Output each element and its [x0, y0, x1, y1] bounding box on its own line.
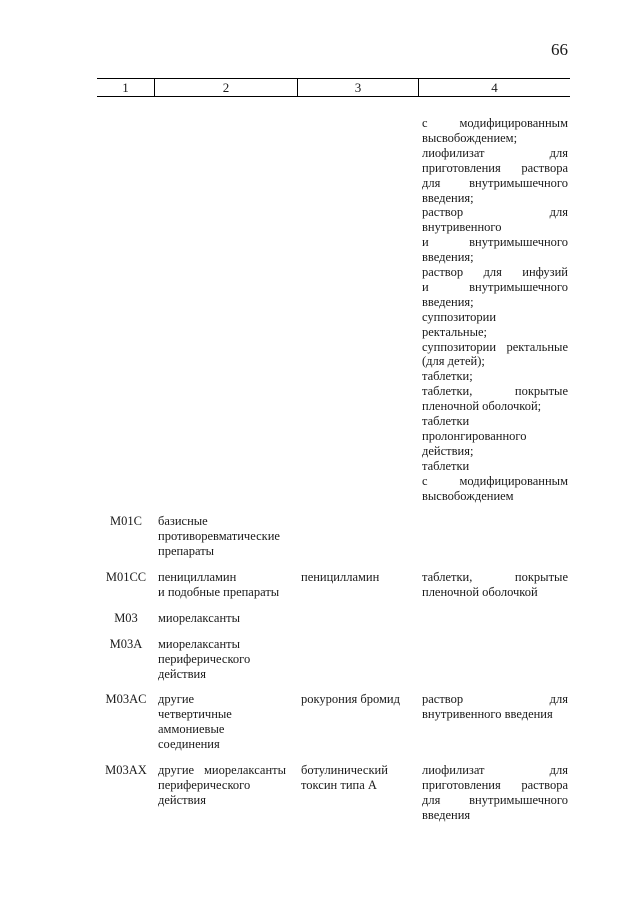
word: ректальные	[506, 339, 568, 354]
dosage-form-line	[422, 570, 568, 585]
anatomical-group-line: соединения	[158, 736, 220, 751]
word: инфузий	[522, 265, 568, 279]
anatomical-group-line: действия	[158, 792, 206, 807]
dosage-form-line	[422, 146, 568, 161]
word: раствор	[422, 205, 464, 220]
dosage-form-line	[422, 161, 568, 176]
dosage-form-line: введения;	[422, 250, 474, 265]
dosage-form-line	[422, 340, 568, 355]
header-col-4: 4	[418, 79, 570, 96]
word: приготовления	[422, 160, 501, 175]
word: и	[422, 279, 429, 294]
word: для	[549, 145, 568, 160]
atc-code: M03	[114, 611, 138, 625]
word: другие	[158, 763, 195, 777]
word: лиофилизат	[422, 145, 485, 160]
word: для	[549, 763, 568, 777]
header-col-2: 2	[154, 79, 297, 96]
dosage-form-line	[422, 280, 568, 295]
word: раствора	[521, 160, 568, 175]
dosage-form-line: ректальные;	[422, 324, 488, 339]
word: с	[422, 116, 428, 130]
anatomical-group-line: четвертичные	[158, 706, 232, 721]
word: раствор	[422, 692, 464, 706]
header-col-1: 1	[122, 80, 129, 95]
dosage-form-line	[422, 692, 568, 707]
dosage-form-line: таблетки;	[422, 369, 473, 384]
atc-code: M01CC	[105, 570, 147, 584]
word: для	[483, 265, 502, 279]
dosage-form-line	[422, 763, 568, 778]
dosage-form-line: суппозитории	[422, 309, 497, 324]
word: внутримышечного	[469, 792, 568, 807]
dosage-form-line	[422, 205, 568, 220]
word: суппозитории	[422, 339, 497, 354]
dosage-form-line	[422, 116, 568, 131]
dosage-form-line: действия;	[422, 443, 474, 458]
word: для	[549, 205, 568, 220]
anatomical-group-line: базисные	[158, 514, 208, 528]
dosage-form-line: пролонгированного	[422, 428, 527, 443]
word: и	[422, 235, 429, 250]
dosage-form-line: таблетки	[422, 458, 470, 473]
dosage-form-line: высвобождением;	[422, 130, 518, 145]
word: внутримышечного	[469, 279, 568, 294]
word: миорелаксанты	[204, 763, 286, 777]
word: для	[549, 692, 568, 706]
dosage-form-line: пленочной оболочкой	[422, 584, 538, 599]
word: таблетки,	[422, 384, 473, 399]
anatomical-group-line: противоревматические	[158, 528, 280, 543]
dosage-form-line	[422, 793, 568, 808]
anatomical-group-line: аммониевые	[158, 721, 225, 736]
atc-code: M03A	[109, 637, 143, 651]
anatomical-group-line: периферического	[158, 651, 251, 666]
word: модифицированным	[459, 116, 568, 130]
anatomical-group-line: миорелаксанты	[158, 611, 240, 625]
atc-code: M03AC	[105, 692, 147, 706]
dosage-form-line: (для детей);	[422, 354, 485, 369]
word: внутримышечного	[469, 235, 568, 250]
word: покрытые	[514, 384, 568, 399]
word: модифицированным	[459, 473, 568, 488]
anatomical-group-line: препараты	[158, 543, 215, 558]
word: покрытые	[514, 570, 568, 584]
dosage-form-line	[422, 384, 568, 399]
word: для	[422, 792, 441, 807]
word: таблетки,	[422, 570, 473, 584]
dosage-form-line: пленочной оболочкой;	[422, 399, 542, 414]
dosage-form-line	[422, 176, 568, 191]
anatomical-group-line: пеницилламин	[158, 570, 237, 584]
dosage-form-line: введения	[422, 807, 471, 822]
dosage-form-line: введения;	[422, 190, 474, 205]
dosage-form-line: внутривенного	[422, 220, 502, 235]
word: раствора	[521, 777, 568, 792]
anatomical-group-line	[158, 763, 286, 778]
word: лиофилизат	[422, 763, 485, 777]
word: с	[422, 473, 428, 488]
dosage-form-line	[422, 778, 568, 793]
drug-name-line: токсин типа A	[301, 777, 377, 792]
word: приготовления	[422, 777, 501, 792]
dosage-form-line	[422, 265, 568, 280]
word: раствор	[422, 265, 464, 279]
page-number: 66	[551, 40, 568, 59]
anatomical-group-line: и подобные препараты	[158, 584, 280, 599]
header-col-3: 3	[297, 79, 418, 96]
dosage-form-line: таблетки	[422, 414, 470, 428]
dosage-form-line: введения;	[422, 294, 474, 309]
atc-code: M03AX	[105, 763, 147, 777]
anatomical-group-line: миорелаксанты	[158, 637, 240, 651]
dosage-form-line	[422, 235, 568, 250]
anatomical-group-line: действия	[158, 666, 206, 681]
drug-name-line: ботулинический	[301, 763, 388, 777]
word: внутримышечного	[469, 175, 568, 190]
anatomical-group-line: другие	[158, 692, 195, 706]
dosage-form-line: высвобождением	[422, 488, 514, 503]
word: для	[422, 175, 441, 190]
drug-name-line: рокурония бромид	[301, 692, 400, 706]
dosage-form-line: внутривенного введения	[422, 706, 553, 721]
drug-name-line: пеницилламин	[301, 570, 380, 584]
anatomical-group-line: периферического	[158, 777, 251, 792]
table-header	[97, 78, 570, 97]
dosage-form-line	[422, 474, 568, 489]
atc-code: M01C	[110, 514, 142, 528]
